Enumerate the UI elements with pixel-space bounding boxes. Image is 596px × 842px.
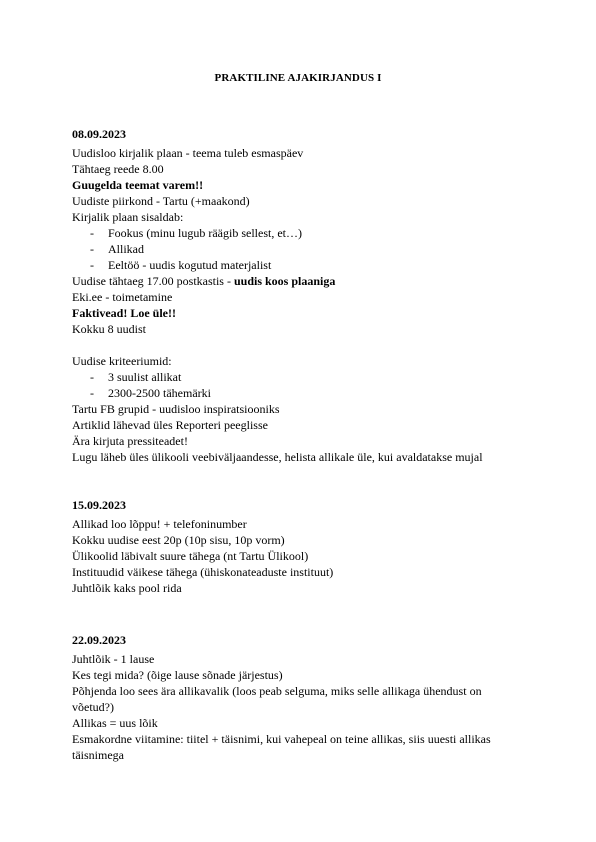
bullet-dash: -: [90, 386, 94, 400]
bullet-item: [72, 257, 512, 273]
document-title: PRAKTILINE AJAKIRJANDUS I: [214, 72, 382, 84]
note-line: Allikas = uus lõik: [72, 716, 158, 730]
note-line: Kokku uudise eest 20p (10p sisu, 10p vorm): [72, 533, 285, 547]
note-line: Kirjalik plaan sisaldab:: [72, 210, 184, 224]
bullet-text: 2300-2500 tähemärki: [108, 386, 211, 400]
note-line-bold: Faktivead! Loe üle!!: [72, 306, 176, 320]
note-line: Tartu FB grupid - uudisloo inspiratsiooniks: [72, 402, 280, 416]
bullet-item: [72, 385, 512, 401]
note-line: Juhtlõik - 1 lause: [72, 652, 155, 666]
bullet-item: [72, 241, 512, 257]
note-line: Tähtaeg reede 8.00: [72, 162, 164, 176]
note-line: Artiklid lähevad üles Reporteri peeglisse: [72, 418, 268, 432]
bullet-item: [72, 369, 512, 385]
section-date: 15.09.2023: [72, 498, 126, 512]
note-line: Ülikoolid läbivalt suure tähega (nt Tartu Ülikool): [72, 549, 309, 563]
note-line: Esmakordne viitamine: tiitel + täisnimi, kui vahepeal on teine allikas, siis uuesti allikas täisnimega: [72, 732, 491, 762]
note-line-bold: Guugelda teemat varem!!: [72, 178, 204, 192]
bullet-text: Allikad: [108, 242, 144, 256]
note-line: Eki.ee - toimetamine: [72, 290, 173, 304]
note-line: Uudise kriteeriumid:: [72, 354, 172, 368]
bullet-item: [72, 225, 512, 241]
note-text: Uudise tähtaeg 17.00 postkastis -: [72, 274, 234, 288]
note-line: Lugu läheb üles ülikooli veebiväljaandesse, helista allikale üle, kui avaldatakse mujal: [72, 450, 483, 464]
note-line: Ära kirjuta pressiteadet!: [72, 434, 188, 448]
note-line: [72, 273, 512, 289]
note-line: Uudisloo kirjalik plaan - teema tuleb esmaspäev: [72, 146, 304, 160]
note-line: Allikad loo lõppu! + telefoninumber: [72, 517, 247, 531]
bullet-text: Fookus (minu lugub räägib sellest, et…): [108, 226, 302, 240]
note-line: Kokku 8 uudist: [72, 322, 147, 336]
bullet-text: 3 suulist allikat: [108, 370, 182, 384]
bullet-dash: -: [90, 370, 94, 384]
bullet-text: Eeltöö - uudis kogutud materjalist: [108, 258, 272, 272]
section-22-09-2023: [72, 632, 512, 763]
note-text-bold: uudis koos plaaniga: [233, 274, 336, 288]
section-15-09-2023: [72, 497, 512, 596]
bullet-dash: -: [90, 258, 94, 272]
note-line: Juhtlõik kaks pool rida: [72, 581, 182, 595]
blank-line: [72, 337, 512, 353]
section-08-09-2023: [72, 126, 512, 465]
section-date: 22.09.2023: [72, 633, 126, 647]
note-line: Instituudid väikese tähega (ühiskonateaduste instituut): [72, 565, 334, 579]
section-date: 08.09.2023: [72, 127, 126, 141]
note-line: Põhjenda loo sees ära allikavalik (loos peab selguma, miks selle allikaga ühendust on võetud?): [72, 684, 482, 714]
note-line: Uudiste piirkond - Tartu (+maakond): [72, 194, 250, 208]
bullet-dash: -: [90, 226, 94, 240]
note-line: Kes tegi mida? (õige lause sõnade järjestus): [72, 668, 283, 682]
bullet-dash: -: [90, 242, 94, 256]
